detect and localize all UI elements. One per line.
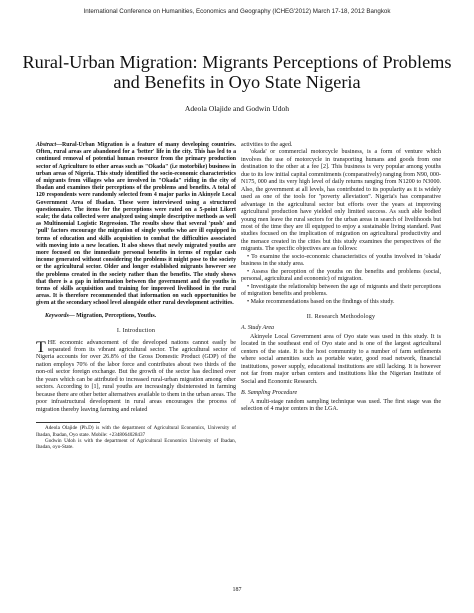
footnote-1: Adeola Olajide (Ph.D) is with the department of Agricultural Economics, University of Ibadan, Ibadan, Oyo state. Mobile: +2348064028437: [36, 425, 236, 438]
okada-paragraph: 'okada' or commercial motorcycle business, is a form of venture which involves the use of motorcycle in transporting humans and goods from one destination to the other at a fee [2]. This business is very popular among youths due to its low initial capital commitments (comparatively) ranging from N90, 000-N175, 000 and its very high level of daily returns ranging from N1200 to N3000. Also, the government at all levels, has contributed to its popularity as it is widely used as one of the tools for "poverty alleviation". Nigeria's has comparative advantage in the agricultural sector but efforts over the years at improving agricultural production have yielded only limited success. As such able bodied young men leave the rural sectors for the urban areas in search of livelihoods but most of the time they are ill equipped to enjoy a sustainable living standard. Past studies focused on the implication of migration on agricultural productivity and the menace created in the cities but this study examines the perspectives of the migrants. The specific objectives are as follows:: [241, 149, 441, 253]
sampling-heading: B. Sampling Procedure: [241, 390, 298, 397]
introduction-text: HE economic advancement of the developed nations cannot easily be separated from its vibrant agricultural sector. The agricultural sector of Nigeria accounts for over 26.8% of the Gross Domestic Product (GDP) of the nation employs 70% of the labor force and contributes about two thirds of the non-oil sector foreign exchange. But the growth of the sector has declined over the years which can be attributed to increased rural-urban migration among other sectors. According to [1], rural youths are increasingly disinterested in farming because there are other better alternatives available to them in the urban areas. The poor infrastructural development in rural areas encourages the process of migration thereby leaving farming and related: [36, 339, 237, 413]
conference-header: International Conference on Humanities, Economics and Geography (ICHEG'2012) March 17-18, 2012 Bangkok: [83, 8, 391, 15]
footnote-2: Godwin Udoh is with the department of Agricultural Economics University of Ibadan, Ibadan, oyo-State.: [36, 437, 236, 451]
left-column: [36, 142, 236, 451]
objective-item: • Assess the perception of the youths on the benefits and problems (social, personal, agricultural and economic) of migration.: [241, 268, 441, 283]
objective-item: • Make recommendations based on the findings of this study.: [247, 298, 395, 305]
authors: Adeola Olajide and Godwin Udoh: [184, 104, 290, 113]
keywords-text: — Migration, Perceptions, Youths.: [68, 312, 157, 319]
page-number: 187: [232, 587, 242, 593]
study-area-heading: A. Study Area: [241, 325, 275, 332]
keywords-label: Keywords: [45, 312, 69, 319]
keywords: [36, 313, 236, 320]
right-column: [241, 142, 441, 413]
paper-title: Rural-Urban Migration: Migrants Perceptions of Problems and Benefits in Oyo State Nigeria: [22, 52, 452, 92]
footnote-rule: [36, 422, 100, 423]
objective-item: • To examine the socio-economic characteristics of youths involved in 'okada' business in the study area.: [241, 253, 441, 268]
methodology-heading: II. Research Methodology: [306, 313, 376, 320]
study-area-paragraph: Akinyele Local Government area of Oyo state was used in this study. It is located in the southeast end of Oyo state and is one of the largest agricultural centers of the state. It is the host community to a number of farm settlements where social amenities such as portable water, good road network, financial institutions, power supply, educational institutions are still lacking. It is however not far from major urban centers and institutions like the Nigerian Institute of Social and Economic Research.: [241, 333, 441, 385]
sampling-paragraph: A multi-stage random sampling technique was used. The first stage was the selection of 4 major centers in the LGA.: [241, 398, 441, 412]
abstract-label: Abstract: [36, 142, 57, 148]
drop-cap: T: [36, 338, 46, 356]
paragraph-continuation: activities to the aged.: [241, 142, 293, 148]
introduction-paragraph: [36, 340, 236, 415]
objective-item: • Investigate the relationship between the age of migrants and their perceptions of migration benefits and problems.: [241, 283, 441, 298]
abstract: [36, 142, 236, 308]
introduction-heading: I. Introduction: [116, 328, 156, 335]
abstract-text: —Rural-Urban Migration is a feature of many developing countries. Often, rural areas are abandoned for a 'better' life in the city. This has led to a continued removal of potential human resource from the primary production sector of Agriculture to other areas such as "Okada" (i.e motorbike) business in urban areas of Nigeria. This study identified the socio-economic characteristics of migrants from villages who are involved in "Okada" riding in the city of Ibadan and examines their perceptions of the problems and benefits. A total of 120 respondents were randomly selected from 4 major parks in Akinyele Local Government Area of Ibadan. These were interviewed using a structured questionnaire. The items for the perceptions were rated on a 5-point Likert scale; the data collected were analyzed using simple descriptive methods as well as Multinomial Logistic Regression. The results show that several 'push' and 'pull' factors encourage the migration of single youths who are ill equipped in terms of education and skills acquisition to combat the difficulties associated with moving into a new location. It also shows that newly migrated youths are more focused on the immediate personal benefits in terms of regular cash income generated without considering the problems it might pose to the society or the agricultural sector. Older and longer established migrants however see the problems created in the society rather than the benefits. The study shows that there is a gap in information between the government and the youths in terms of skills acquisition and training for improved livelihood in the rural areas. It is therefore recommended that information on such opportunities be given at the secondary school level alongside other rural development activities.: [36, 142, 236, 307]
